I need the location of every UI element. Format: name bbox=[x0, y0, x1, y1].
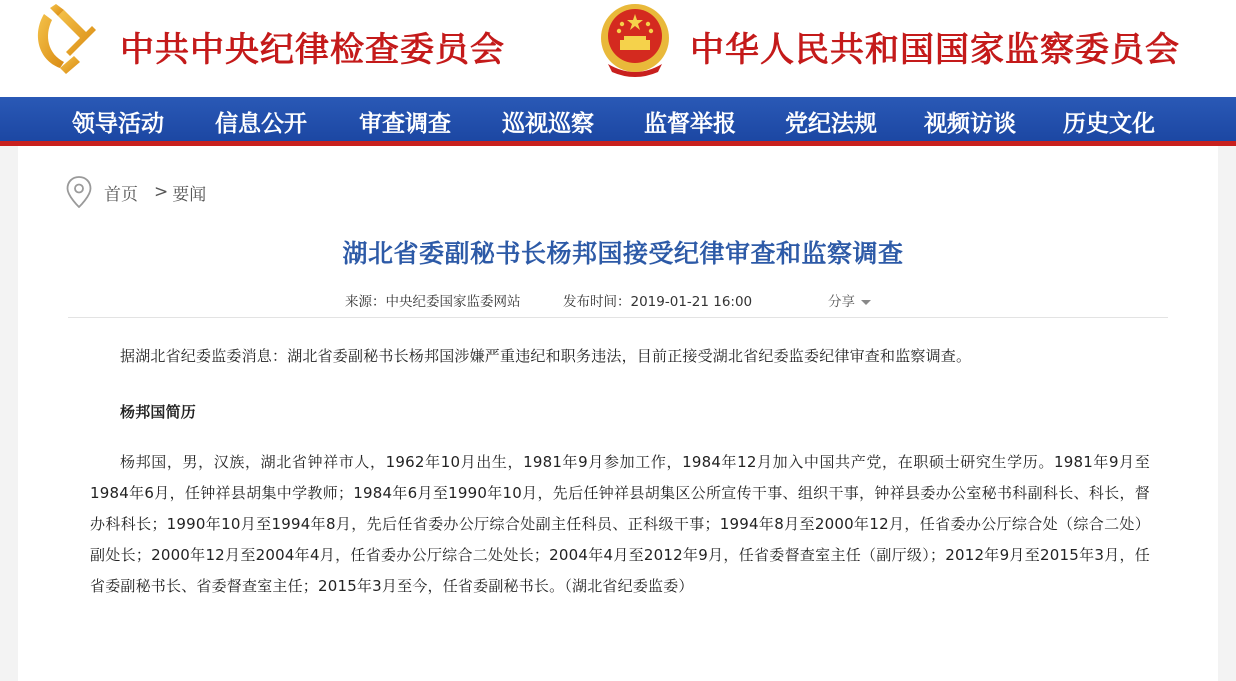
nav-item-history[interactable]: 历史文化 bbox=[1063, 110, 1155, 137]
nav-item-regulations[interactable]: 党纪法规 bbox=[785, 110, 877, 137]
breadcrumb-current[interactable]: 要闻 bbox=[172, 184, 207, 205]
nsc-title: 中华人民共和国国家监察委员会 bbox=[690, 30, 1180, 70]
location-pin-icon bbox=[66, 176, 92, 208]
cpc-ccdi-title: 中共中央纪律检查委员会 bbox=[120, 30, 505, 70]
nav-item-leadership[interactable]: 领导活动 bbox=[72, 110, 164, 137]
article-panel bbox=[18, 146, 1218, 681]
article-title: 湖北省委副秘书长杨邦国接受纪律审查和监察调查 bbox=[342, 239, 904, 268]
article-published-time: 发布时间：2019-01-21 16:00 bbox=[563, 294, 753, 310]
nav-item-info-disclosure[interactable]: 信息公开 bbox=[215, 110, 307, 137]
party-emblem-icon bbox=[30, 4, 106, 76]
title-divider bbox=[68, 317, 1168, 318]
bio-heading: 杨邦国简历 bbox=[120, 403, 197, 421]
share-label: 分享 bbox=[828, 294, 855, 310]
nav-item-inspection[interactable]: 巡视巡察 bbox=[502, 110, 594, 137]
breadcrumb-home[interactable]: 首页 bbox=[104, 184, 138, 205]
main-nav bbox=[0, 97, 1236, 141]
breadcrumb bbox=[66, 176, 206, 208]
national-emblem-icon bbox=[598, 2, 672, 78]
nav-item-report[interactable]: 监督举报 bbox=[644, 110, 736, 137]
nav-item-investigation[interactable]: 审查调查 bbox=[359, 110, 451, 137]
article-paragraph-lead: 据湖北省纪委监委消息：湖北省委副秘书长杨邦国涉嫌严重违纪和职务违法，目前正接受湖北省纪委监委纪律审查和监察调查。 bbox=[120, 347, 972, 365]
chevron-down-icon bbox=[861, 300, 871, 305]
nav-item-video[interactable]: 视频访谈 bbox=[924, 110, 1016, 137]
site-header bbox=[0, 0, 1236, 97]
article-source: 来源：中央纪委国家监委网站 bbox=[345, 294, 521, 310]
share-button[interactable] bbox=[828, 290, 871, 310]
breadcrumb-separator: > bbox=[154, 182, 169, 202]
bio-paragraph: 杨邦国，男，汉族，湖北省钟祥市人，1962年10月出生，1981年9月参加工作，1984年12月加入中国共产党，在职硕士研究生学历。1981年9月至1984年6月，任钟祥县胡集中学教师；1984年6月至1990年10月，先后任钟祥县胡集区公所宣传干事、组织干事，钟祥县委办公室秘书科副科长、科长，督办科科长；1990年10月至1994年8月，先后任省委办公厅综合处副主任科员、正科级干事；1994年8月至2000年12月，任省委办公厅综合处（综合二处）副处长；2000年12月至2004年4月，任省委办公厅综合二处处长；2004年4月至2012年9月，任省委督查室主任（副厅级）；2012年9月至2015年3月，任省委副秘书长、省委督查室主任；2015年3月至今，任省委副秘书长。（湖北省纪委监委） bbox=[90, 453, 1150, 595]
